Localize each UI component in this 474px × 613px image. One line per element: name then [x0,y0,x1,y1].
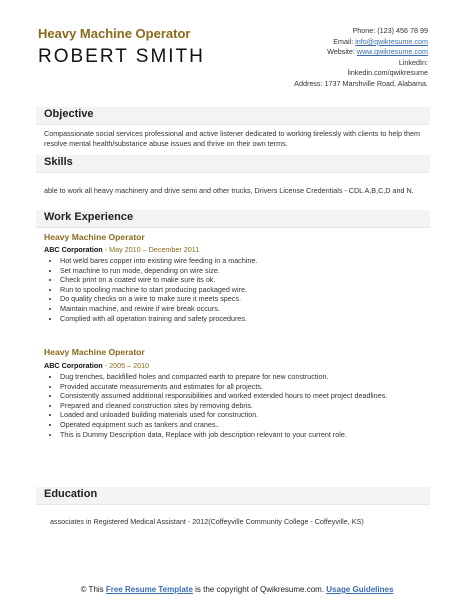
footer-prefix: © This [80,585,106,594]
list-item: • Run to spooling machine to start producing packaged wire. [60,285,432,295]
list-item: • Dug trenches, backfilled holes and compacted earth to prepare for new construction. [60,372,432,382]
objective-title: Objective [44,108,94,120]
job-2-company: ABC Corporation [44,361,103,370]
skills-section-header [36,155,430,173]
education-title: Education [44,488,98,500]
job-1-company: ABC Corporation [44,245,103,254]
list-item: • Operated equipment such as tankers and cranes.. [60,420,432,430]
contact-phone: Phone: (123) 456 78 99 [352,26,428,35]
contact-website-link[interactable]: www.qwikresume.com [356,47,428,56]
job-2-title: Heavy Machine Operator [44,347,145,357]
objective-section-header [36,107,430,125]
list-item: • Prepared and cleaned construction sites by removing debris. [60,401,432,411]
list-item: • Check print on a coated wire to make sure its ok. [60,275,432,285]
contact-email-label: Email: [333,36,356,46]
list-item: • Do quality checks on a wire to make sure it meets specs. [60,294,432,304]
list-item: • Maintain machine, and rewire if wire break occurs. [60,304,432,314]
job-title-heading: Heavy Machine Operator [38,26,191,41]
skills-text: able to work all heavy machinery and drive semi and other trucks, Drivers License Credentials - CDL A,B,C,D and N. [44,186,414,195]
job-2-bullets [50,372,432,439]
contact-email-link[interactable]: info@qwikresume.com [355,36,428,46]
education-text: associates in Registered Medical Assistant - 2012(Coffeyville Community College - Coffeyville, KS) [50,517,364,526]
list-item: • Provided accurate measurements and estimates for all projects. [60,382,432,392]
contact-website-label: Website: [327,47,357,56]
candidate-name: ROBERT SMITH [38,46,205,67]
list-item: • Hot weld bares copper into existing wire feeding in a machine. [60,256,432,266]
list-item: • Complied with all operation training and safety procedures. [60,314,432,324]
list-item: • Consistently assumed additional responsibilities and worked extended hours to meet project deadlines. [60,391,432,401]
job-1-title: Heavy Machine Operator [44,232,145,242]
free-resume-template-link[interactable]: Free Resume Template [105,585,193,594]
footer-middle: is the copyright of Qwikresume.com. [192,585,327,594]
contact-address: Address: 1737 Marshville Road, Alabama. [294,78,428,88]
job-1-company-line [44,245,199,254]
experience-section-header [36,210,430,228]
job-1-bullets [50,256,432,323]
education-section-header [36,487,430,505]
copyright-footer [0,584,474,595]
skills-title: Skills [44,156,73,168]
contact-linkedin-label: LinkedIn: [398,57,428,67]
list-item: • This is Dummy Description data, Replace with job description relevant to your current role. [60,430,432,440]
list-item: • Loaded and unloaded building materials used for construction. [60,410,432,420]
contact-website-row [248,47,428,58]
contact-block [248,26,428,89]
contact-linkedin: linkedin.com/qwikresume [347,68,428,77]
job-2-dates: - 2005 – 2010 [102,361,150,370]
objective-text: Compassionate social services professional and active listener dedicated to working tirelessly with clients to help them resolve mental health/substance abuse issues and thrive on their own terms. [44,129,420,148]
list-item: • Set machine to run mode, depending on wire size. [60,266,432,276]
usage-guidelines-link[interactable]: Usage Guidelines [326,585,394,594]
experience-title: Work Experience [44,211,134,223]
job-2-company-line [44,361,149,370]
contact-email-row [248,37,428,48]
job-1-dates: - May 2010 – December 2011 [102,245,200,254]
